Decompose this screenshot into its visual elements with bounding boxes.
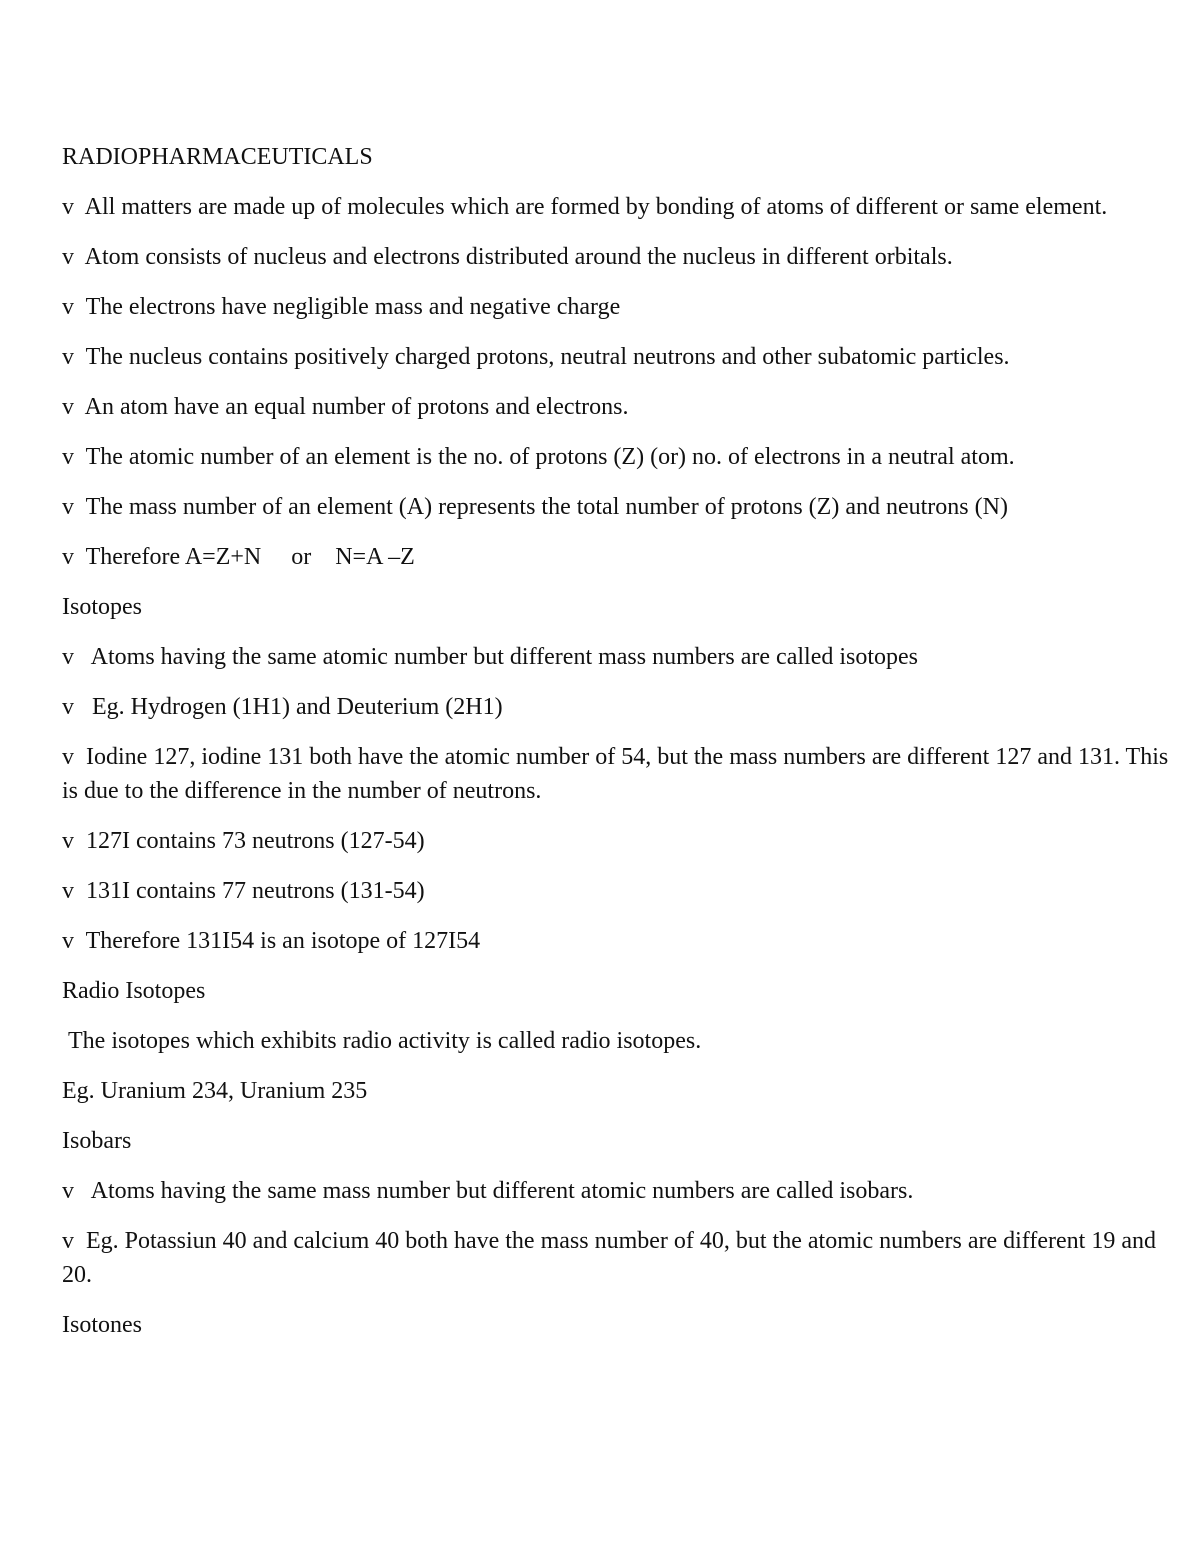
bullet-127i: v 127I contains 73 neutrons (127-54) <box>62 828 425 854</box>
document-body <box>62 140 1177 1342</box>
bullet-isotopes-def: v Atoms having the same atomic number but different mass numbers are called isotopes <box>62 644 919 670</box>
bullet-nucleus: v The nucleus contains positively charged protons, neutral neutrons and other subatomic particles. <box>62 344 1010 370</box>
bullet-131i: v 131I contains 77 neutrons (131-54) <box>62 878 425 904</box>
heading-isotopes: Isotopes <box>62 594 142 620</box>
uranium-example: Eg. Uranium 234, Uranium 235 <box>62 1078 368 1104</box>
bullet-potassium-example: v Eg. Potassiun 40 and calcium 40 both have the mass number of 40, but the atomic numbers are different 19 and 20. <box>62 1228 1162 1288</box>
bullet-atom: v Atom consists of nucleus and electrons distributed around the nucleus in different orbitals. <box>62 244 953 270</box>
bullet-matter: v All matters are made up of molecules which are formed by bonding of atoms of different or same element. <box>62 194 1108 220</box>
bullet-mass-number: v The mass number of an element (A) represents the total number of protons (Z) and neutrons (N) <box>62 494 1008 520</box>
bullet-atomic-number: v The atomic number of an element is the no. of protons (Z) (or) no. of electrons in a neutral atom. <box>62 444 1015 470</box>
bullet-electrons: v The electrons have negligible mass and negative charge <box>62 294 621 320</box>
document-title: RADIOPHARMACEUTICALS <box>62 144 373 170</box>
bullet-equal-number: v An atom have an equal number of protons and electrons. <box>62 394 629 420</box>
bullet-hydrogen-example: v Eg. Hydrogen (1H1) and Deuterium (2H1) <box>62 694 503 720</box>
bullet-iodine: v Iodine 127, iodine 131 both have the atomic number of 54, but the mass numbers are different 127 and 131. This is due to the difference in the number of neutrons. <box>62 744 1175 804</box>
bullet-isotope-conclusion: v Therefore 131I54 is an isotope of 127I54 <box>62 928 481 954</box>
heading-radio-isotopes: Radio Isotopes <box>62 978 206 1004</box>
heading-isotones: Isotones <box>62 1312 142 1338</box>
bullet-formula: v Therefore A=Z+N or N=A –Z <box>62 544 415 570</box>
heading-isobars: Isobars <box>62 1128 132 1154</box>
bullet-isobars-def: v Atoms having the same mass number but different atomic numbers are called isobars. <box>62 1178 914 1204</box>
radio-isotopes-def: The isotopes which exhibits radio activity is called radio isotopes. <box>62 1028 702 1054</box>
